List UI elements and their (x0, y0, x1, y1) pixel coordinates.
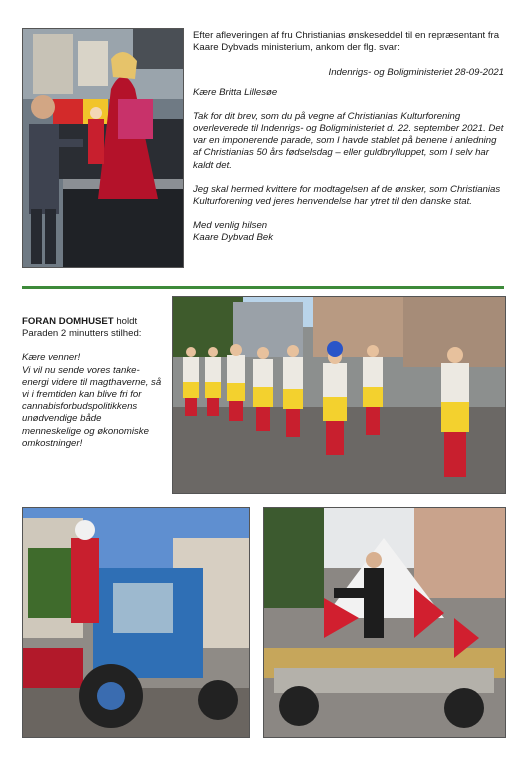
photo-float (263, 507, 506, 738)
domhuset-message: Vi vil nu sende vores tankeenergi videre til magthaverne, så vi i fremtiden kan blive fri for cannabisforbudspolitikkens unødvendige både menneskelige og økonomiske omkostninger! (22, 364, 162, 449)
domhuset-block (22, 316, 162, 450)
letter-block (193, 30, 504, 245)
photo-parade (172, 296, 506, 494)
letter-body-1: Tak for dit brev, som du på vegne af Christianias Kulturforening overleverede til Indenrigs- og Boligministeriet d. 22. september 2021. Det var en imponerende parade, som I havde stablet på benene i anledning af Christianias 50 års fødselsdag – eller guldbrylluppet, som I selv har kaldt det. (193, 110, 504, 171)
domhuset-lead-rest: holdt Paraden 2 minutters stilhed: (22, 316, 142, 340)
section-divider (22, 286, 504, 289)
domhuset-greeting: Kære venner! (22, 352, 81, 364)
letter-dateline: Indenrigs- og Boligministeriet 28-09-2021 (328, 67, 504, 79)
letter-salutation: Kære Britta Lillesøe (193, 86, 278, 98)
photo-tractor (22, 507, 250, 738)
letter-body-2: Jeg skal hermed kvittere for modtagelsen af de ønsker, som Christianias Kulturforening ved jeres henvendelse har ytret til den danske stat. (193, 183, 501, 208)
letter-closing: Med venlig hilsen (193, 220, 268, 232)
domhuset-lead-bold: FORAN DOMHUSET (22, 316, 114, 327)
domhuset-lead (22, 316, 162, 340)
letter-signature: Kaare Dybvad Bek (193, 232, 273, 244)
photo-ceremony (22, 28, 184, 268)
letter-intro: Efter afleveringen af fru Christianias ønskeseddel til en repræsentant fra Kaare Dybvads ministerium, ankom der flg. svar: (193, 30, 500, 54)
